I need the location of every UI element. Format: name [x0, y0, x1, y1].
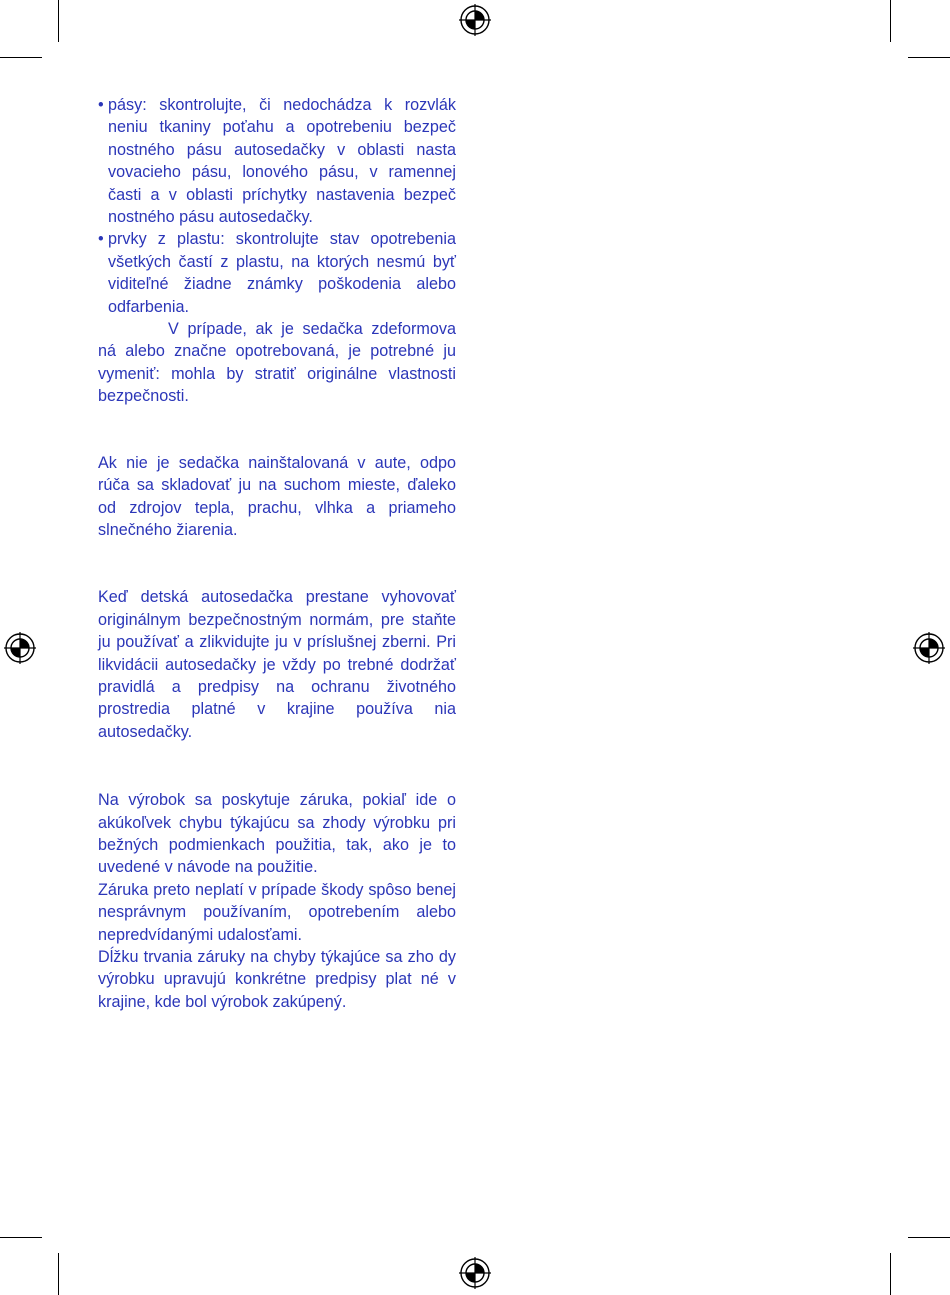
warranty-paragraph: Dĺžku trvania záruky na chyby týkajúce sa zho dy výrobku upravujú konkrétne predpisy plat né v krajine, kde bol výrobok zakúpený. [98, 948, 456, 1011]
crop-mark [0, 57, 42, 58]
crop-mark [908, 1237, 950, 1238]
manual-text-column [98, 94, 456, 1013]
bullet-item-plastic [98, 228, 456, 318]
crop-mark [908, 57, 950, 58]
bullet-text: pásy: skontrolujte, či nedochádza k rozvlák neniu tkaniny poťahu a opotrebeniu bezpeč nostného pásu autosedačky v oblasti nasta vovacieho pásu, lonového pásu, v ramennej časti a v oblasti príchytky nastavenia bezpeč nostného pásu autosedačky. [108, 96, 456, 227]
storage-paragraph: Ak nie je sedačka nainštalovaná v aute, odpo rúča sa skladovať ju na suchom mieste, ďaleko od zdrojov tepla, prachu, vlhka a priameho slnečného žiarenia. [98, 453, 456, 539]
registration-mark-icon [459, 1257, 491, 1289]
registration-mark-icon [4, 632, 36, 664]
warranty-paragraph: Na výrobok sa poskytuje záruka, pokiaľ ide o akúkoľvek chybu týkajúcu sa zhody výrobku pri bežných podmienkach použitia, tak, ako je to uvedené v návode na použitie. [98, 791, 456, 877]
bullet-marker: • [98, 230, 104, 249]
crop-mark [890, 0, 891, 42]
registration-mark-icon [459, 4, 491, 36]
crop-mark [0, 1237, 42, 1238]
disposal-paragraph: Keď detská autosedačka prestane vyhovovať originálnym bezpečnostným normám, pre staňte ju používať a zlikvidujte ju v príslušnej zberni. Pri likvidácii autosedačky je vždy po trebné dodržať pravidlá a predpisy na ochranu životného prostredia platné v krajine používa nia autosedačky. [98, 588, 456, 741]
crop-mark [58, 0, 59, 42]
bullet-marker: • [98, 96, 104, 114]
crop-mark [58, 1253, 59, 1295]
warranty-paragraph: Záruka preto neplatí v prípade škody spôso benej nesprávnym používaním, opotrebením alebo nepredvídanými udalosťami. [98, 880, 456, 944]
registration-mark-icon [913, 632, 945, 664]
crop-mark [890, 1253, 891, 1295]
replace-paragraph: V prípade, ak je sedačka zdeformova ná alebo značne opotrebovaná, je potrebné ju vymeniť: mohla by stratiť originálne vlastnosti bezpečnosti. [98, 320, 456, 406]
bullet-item-belts [98, 94, 456, 228]
bullet-text: prvky z plastu: skontrolujte stav opotrebenia všetkých častí z plastu, na ktorých nesmú byť viditeľné žiadne známky poškodenia alebo odfarbenia. [108, 230, 456, 316]
